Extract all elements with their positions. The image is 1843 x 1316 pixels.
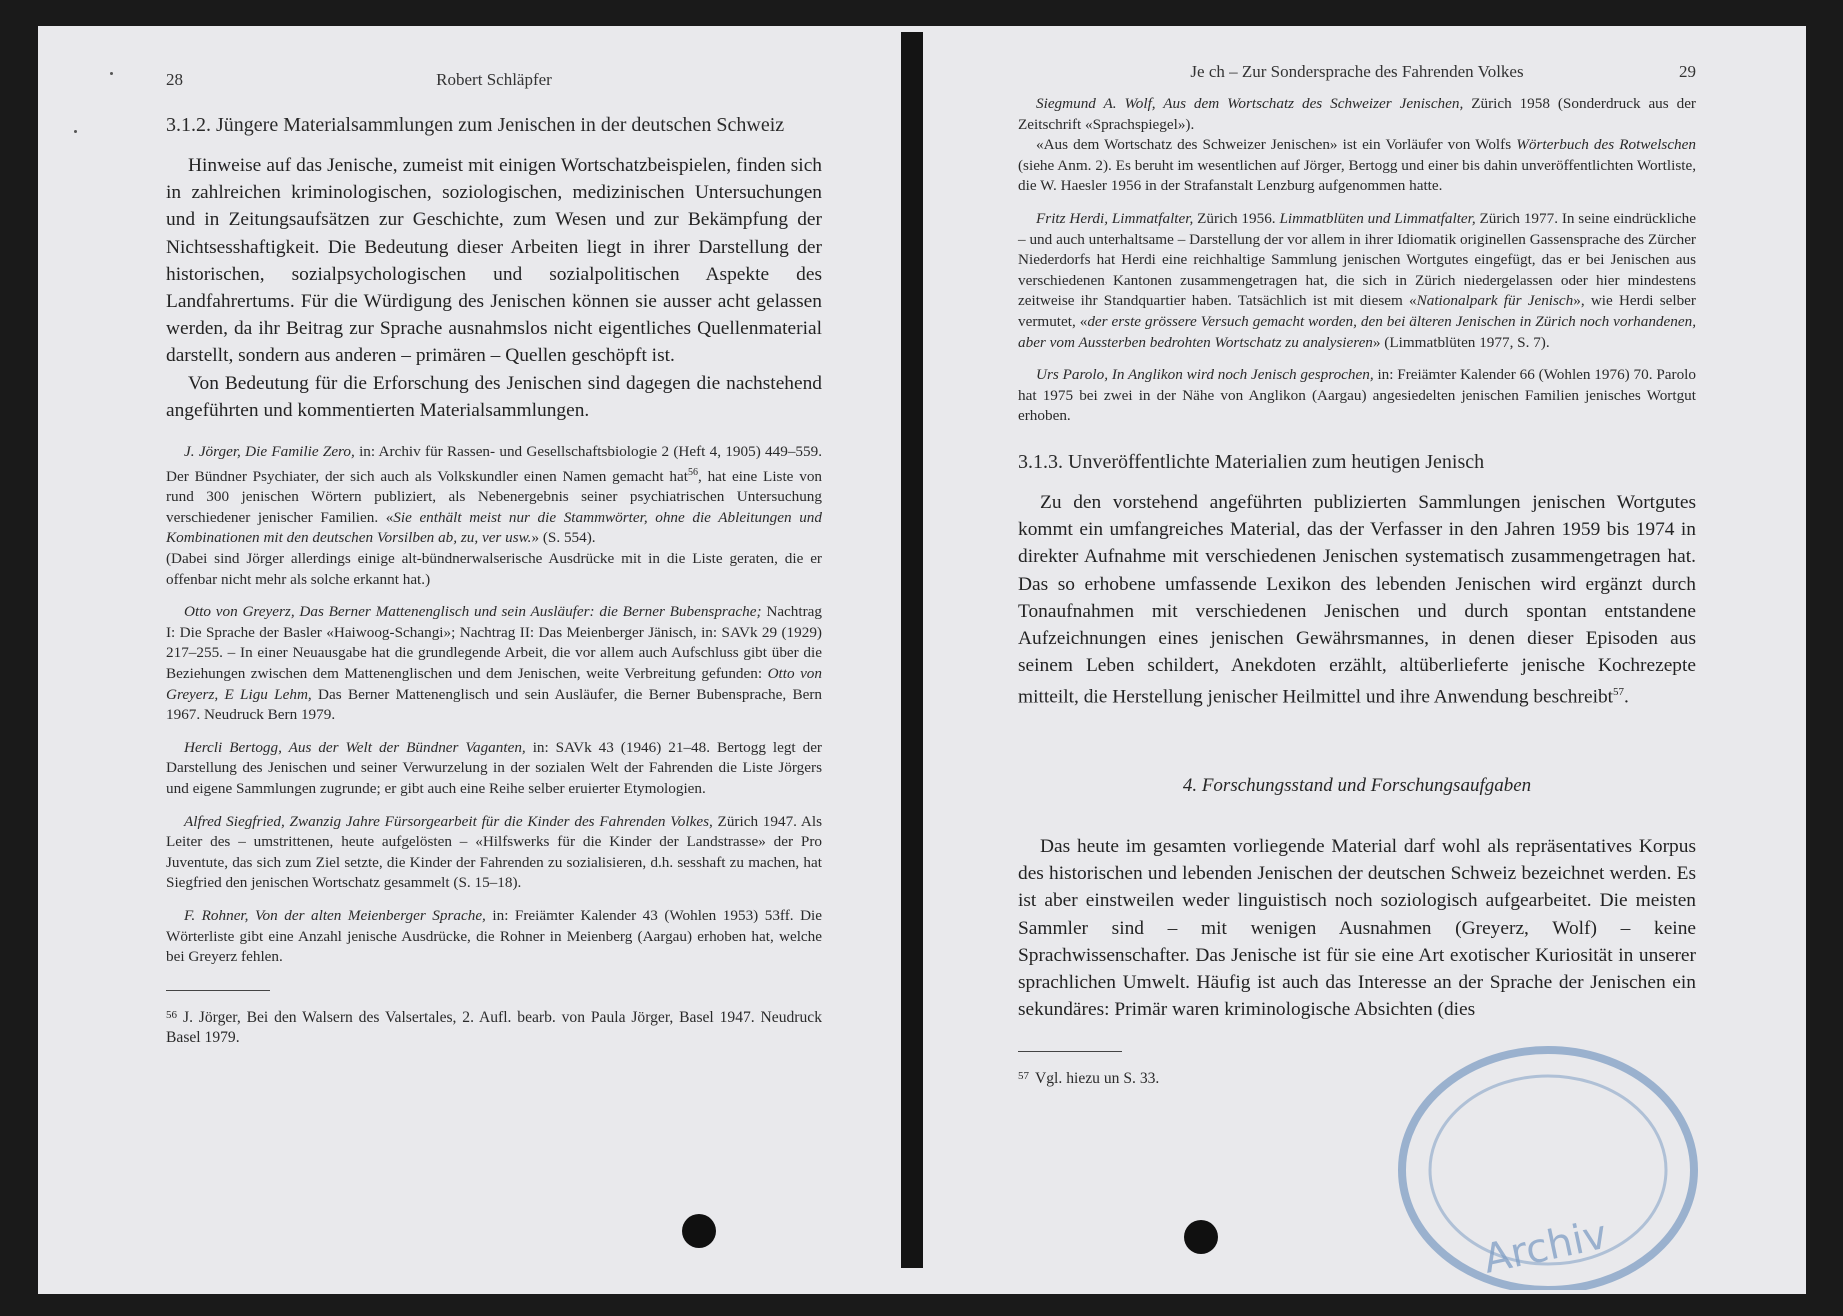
left-page-number: 28 — [166, 70, 183, 89]
body-paragraph: Das heute im gesamten vorliegende Material darf wohl als repräsentatives Korpus des historischen und lebenden Jenischen der deutschen Schweiz bezeichnet werden. Es ist aber einstweilen weder linguistisch noch soziologisch aufgearbeitet. Die meisten Sammler sind – mit wenigen Ausnahmen (Greyerz, Wolf) – keine Sprachwissenschafter. Das Jenische ist für sie eine Art exotischer Kuriosität in unserer sprachlichen Umwelt. Häufig ist auch das Interesse an der Sprache der Jenischen ein sekundäres: Primär waren kriminologische Absichten (dies — [1018, 836, 1696, 1021]
footnote-ref: 56 — [687, 466, 698, 478]
right-page — [940, 26, 1806, 1294]
footnote-marker: 56 — [166, 1008, 177, 1021]
footnote-text: J. Jörger, Bei den Walsern des Valsertales, 2. Aufl. bearb. von Paula Jörger, Basel 1947. Neudruck Basel 1979. — [166, 1008, 822, 1046]
bibliography-entry: F. Rohner, Von der alten Meienberger Sprache, in: Freiämter Kalender 43 (Wohlen 1953) 53ff. Die Wörterliste gibt eine Anzahl jenische Ausdrücke, die Rohner in Meienberg (Aargau) erhoben hat, welche bei Greyerz fehlen. — [166, 906, 822, 966]
body-paragraph: Hinweise auf das Jenische, zumeist mit einigen Wortschatzbeispielen, finden sich in zahlreichen kriminologischen, soziologischen, medizinischen Untersuchungen und in Zeitungsaufsätzen zur Geschichte, zum Wesen und zur Bekämpfung der Nichtsesshaftigkeit. Die Bedeutung dieser Arbeiten liegt in ihrer Darstellung der historischen, sozialpsychologischen und sozialpolitischen Aspekte des Landfahrertums. Für die Würdigung des Jenischen können sie ausser acht gelassen werden, da ihr Beitrag zur Sprache ausnahmslos nicht eigentliches Quellenmaterial darstellt, sondern aus anderen – primären – Quellen geschöpft ist. — [166, 155, 822, 367]
footnote-ref: 57 — [1613, 686, 1625, 699]
right-running-title: Je ch – Zur Sondersprache des Fahrenden Volkes — [1190, 62, 1524, 81]
footnote-rule — [166, 990, 270, 991]
entry-lead: Siegmund A. Wolf, Aus dem Wortschatz des Schweizer Jenischen, — [1036, 95, 1464, 112]
bibliography-entry: Urs Parolo, In Anglikon wird noch Jenisch gesprochen, in: Freiämter Kalender 66 (Wohlen 1976) 70. Parolo hat 1975 bei zwei in der Nähe von Anglikon (Aargau) angesiedelten jenischen Familien jenisches Wortgut erhoben. — [1018, 366, 1696, 425]
entry-quote: der erste grössere Versuch gemacht worden, den bei älteren Jenischen in Zürich noch vorhandenen, aber vom Aussterben bedrohten Wortschatz zu analysieren — [1018, 312, 1696, 351]
footnote-marker: 57 — [1018, 1070, 1029, 1083]
bibliography-entries-right — [1018, 94, 1696, 427]
bibliography-entry: Siegmund A. Wolf, Aus dem Wortschatz des Schweizer Jenischen, Zürich 1958 (Sonderdruck aus der Zeitschrift «Sprachspiegel»). «Aus dem Wortschatz des Schweizer Jenischen» ist ein Vorläufer von Wolfs Wörterbuch des Rotwelschen (siehe Anm. 2). Es beruht im wesentlichen auf Jörger, Bertogg und einer bis dahin unveröffentlichten Wortliste, die W. Haesler 1956 in der Strafanstalt Lenzburg aufgenommen hatte. — [1018, 95, 1696, 195]
section-heading-3-1-2: 3.1.2. Jüngere Materialsammlungen zum Jenischen in der deutschen Schweiz — [166, 114, 785, 136]
left-running-head — [166, 70, 822, 102]
body-paragraph: Zu den vorstehend angeführten publizierten Sammlungen jenischen Wortgutes kommt ein umfangreiches Material, das der Verfasser in den Jahren 1959 bis 1974 in direkter Aufnahme mit verschiedenen Jenischen systematisch zusammengetragen hat. Das so erhobene umfassende Lexikon des lebenden Jenischen wird ergänzt durch Tonaufnahmen mit verschiedenen Jenischen und durch spontan entstandene Aufzeichnungen eines jenischen Gewährsmannes, in denen dieser Episoden aus seinem Leben schildert, Anekdoten erzählt, altüberlieferte jenische Kochrezepte mitteilt, die Herstellung jenischer Heilmittel und ihre Anwendung beschreibt$^{57}$. — [1018, 491, 1696, 708]
left-page — [38, 26, 900, 1294]
bibliography-entry: Otto von Greyerz, Das Berner Mattenenglisch und sein Ausläufer: die Berner Bubensprache; Nachtrag I: Die Sprache der Basler «Haiwoog-Schangi»; Nachtrag II: Das Meienberger Jänisch, in: SAVk 29 (1929) 217–255. – In einer Neuausgabe hat die grundlegende Arbeit, die vor allem auch Aufschluss gibt über die Beziehungen zwischen dem Mattenenglischen und dem Jenischen, weite Verbreitung gefunden: Otto von Greyerz, E Ligu Lehm, Das Berner Mattenenglisch und sein Ausläufer, die Berner Bubensprache, Bern 1967. Neudruck Bern 1979. — [166, 603, 823, 724]
bibliography-entry: Hercli Bertogg, Aus der Welt der Bündner Vaganten, in: SAVk 43 (1946) 21–48. Bertogg legt der Darstellung des Jenischen und seiner Verwurzelung in der sozialen Welt der Fahrenden die Liste Jörgers und eigene Sammlungen zugrunde; er gibt auch eine Reihe selber eruierter Etymologien. — [166, 738, 822, 797]
section-heading-3-1-3: 3.1.3. Unveröffentlichte Materialien zum heutigen Jenisch — [1018, 450, 1485, 473]
bibliography-entry: Fritz Herdi, Limmatfalter, Zürich 1956. Limmatblüten und Limmatfalter, Zürich 1977. In seine eindrückliche – und auch unterhaltsame – Darstellung der vor allem in ihrer Idiomatik originellen Gassensprache des Zürcher Niederdorfs hat Herdi eine reichhaltige Sammlung jenischen Wortgutes eingefügt, das er bei Jenischen aus verschiedenen Kantonen zusammengetragen hat, die sich in Zürich niedergelassen oder hier mindestens zeitweise ihr Standquartier haben. Tatsächlich ist mit diesem «Nationalpark für Jenisch», wie Herdi selber vermutet, «der erste grössere Versuch gemacht worden, den bei älteren Jenischen in Zürich noch vorhandenen, aber vom Aussterben bedrohten Wortschatz zu analysieren» (Limmatblüten 1977, S. 7). — [1018, 209, 1696, 351]
punch-hole — [1184, 1220, 1218, 1254]
bibliography-entries-left — [166, 442, 822, 968]
entry-lead: Urs Parolo, In Anglikon wird noch Jenisch gesprochen, — [1036, 366, 1374, 384]
footnote-rule — [1018, 1051, 1122, 1052]
entry-note: (Dabei sind Jörger allerdings einige alt-bündnerwalserische Ausdrücke mit in die Liste geraten, die er offenbar nicht mehr als solche erkannt hat.) — [166, 550, 822, 588]
chapter-heading-4: 4. Forschungsstand und Forschungsaufgaben — [1182, 775, 1532, 796]
entry-lead: Hercli Bertogg, Aus der Welt der Bündner Vaganten, — [184, 738, 526, 756]
footnote-57 — [1018, 1066, 1696, 1089]
entry-lead: F. Rohner, Von der alten Meienberger Sprache, — [184, 906, 486, 924]
speck — [74, 130, 77, 133]
scanned-book-spread — [38, 26, 1806, 1294]
speck — [110, 72, 113, 75]
entry-lead: Otto von Greyerz, Das Berner Mattenenglisch und sein Ausläufer: die Berner Bubensprache; — [184, 603, 762, 621]
entry-lead: Alfred Siegfried, Zwanzig Jahre Fürsorgearbeit für die Kinder des Fahrenden Volkes, — [184, 812, 713, 830]
entry-lead: Fritz Herdi, Limmatfalter, — [1036, 209, 1194, 227]
entry-quote: Sie enthält meist nur die Stammwörter, ohne die Ableitungen und Kombinationen mit den deutschen Vorsilben ab, zu, ver usw. — [166, 508, 822, 547]
punch-hole — [682, 1214, 716, 1248]
body-paragraph: Von Bedeutung für die Erforschung des Jenischen sind dagegen die nachstehend angeführten und kommentierten Materialsammlungen. — [166, 372, 822, 421]
footnote-56 — [166, 1005, 822, 1048]
left-running-title: Robert Schläpfer — [436, 70, 552, 89]
footnote-text: Vgl. hiezu un S. 33. — [1035, 1070, 1160, 1088]
bibliography-entry: J. Jörger, Die Familie Zero, in: Archiv für Rassen- und Gesellschaftsbiologie 2 (Heft 4, 1905) 449–559. Der Bündner Psychiater, der sich auch als Volkskundler einen Namen gemacht hat$^{56}$, hat eine Liste von rund 300 jenischen Wörtern publiziert, als Nebenergebnis seiner psychiatrischen Untersuchung verschiedener jenischer Familien. «Sie enthält meist nur die Stammwörter, ohne die Ableitungen und Kombinationen mit den deutschen Vorsilben ab, zu, ver usw.» (S. 554). (Dabei sind Jörger allerdings einige alt-bündnerwalserische Ausdrücke mit in die Liste geraten, die er offenbar nicht mehr als solche erkannt hat.) — [166, 442, 822, 590]
book-gutter — [901, 32, 923, 1268]
right-running-head — [1018, 62, 1696, 94]
bibliography-entry: Alfred Siegfried, Zwanzig Jahre Fürsorgearbeit für die Kinder des Fahrenden Volkes, Zürich 1947. Als Leiter des – umstrittenen, heute aufgelösten – «Hilfswerks für die Kinder der Landstrasse» der Pro Juventute, das sich zum Ziel setzte, die Kinder der Fahrenden zu sozialisieren, d.h. sesshaft zu machen, hat Siegfried den jenischen Wortschatz gesammelt (S. 15–18). — [166, 812, 823, 892]
entry-lead: J. Jörger, Die Familie Zero, — [184, 443, 355, 461]
right-page-number: 29 — [1679, 62, 1696, 81]
stamp-label: Archiv — [1479, 1211, 1612, 1283]
